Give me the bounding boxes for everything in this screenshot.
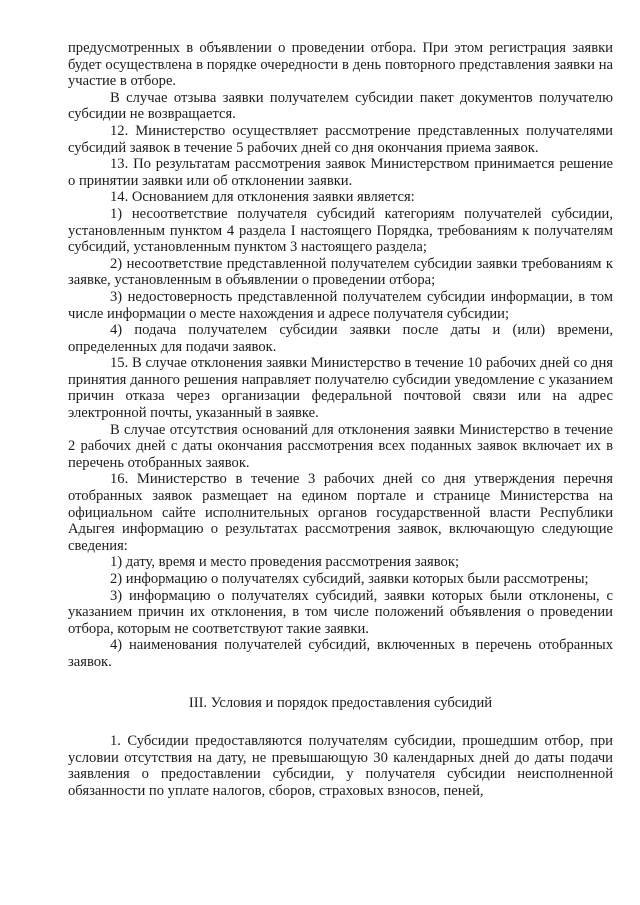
paragraph-item-14-1: 1) несоответствие получателя субсидий категориям получателей субсидии, установленным пунктом 4 раздела I настоящего Порядка, требованиям к получателям субсидий, установленным пунктом 3 настоящего раздела; [68,205,613,256]
paragraph-item-14: 14. Основанием для отклонения заявки является: [110,189,415,206]
paragraph-item-14-4: 4) подача получателем субсидии заявки после даты и (или) времени, определенных для подачи заявок. [68,322,613,355]
paragraph-continuation: предусмотренных в объявлении о проведении отбора. При этом регистрация заявки будет осуществлена в порядке очередности в день повторного представления заявки на участие в отборе. [68,40,613,90]
paragraph-item-16-1: 1) дату, время и место проведения рассмотрения заявок; [110,554,459,571]
section-heading: III. Условия и порядок предоставления субсидий [188,694,493,711]
paragraph-item-16-2: 2) информацию о получателях субсидий, заявки которых были рассмотрены; [110,571,589,587]
paragraph-item-16-4: 4) наименования получателей субсидий, включенных в перечень отобранных заявок. [68,637,613,670]
document-page [68,40,613,800]
paragraph-item-13: 13. По результатам рассмотрения заявок Министерством принимается решение о принятии заявки или об отклонении заявки. [68,156,613,189]
paragraph-item-15: 15. В случае отклонения заявки Министерство в течение 10 рабочих дней со дня принятия данного решения направляет получателю субсидии уведомление с указанием причин отказа через организации федеральной почтовой связи или на адрес электронной почты, указанный в заявке. [68,355,613,422]
paragraph-withdrawal: В случае отзыва заявки получателем субсидии пакет документов получателю субсидии не возвращается. [68,89,613,123]
paragraph-section-3-item-1: 1. Субсидии предоставляются получателям субсидии, прошедшим отбор, при условии отсутствия на дату, не превышающую 30 календарных дней до даты подачи заявления о предоставлении субсидии, у получателя субсидии неисполненной обязанности по уплате налогов, сборов, страховых взносов, пеней, [68,733,613,799]
paragraph-item-16: 16. Министерство в течение 3 рабочих дней со дня утверждения перечня отобранных заявок размещает на едином портале и странице Министерства на официальном сайте исполнительных органов государственной власти Республики Адыгея информацию о результатах рассмотрения заявок, включающую следующие сведения: [68,471,613,554]
paragraph-item-14-2: 2) несоответствие представленной получателем субсидии заявки требованиям к заявке, установленным в объявлении о проведении отбора; [68,255,613,289]
paragraph-item-15-no-grounds: В случае отсутствия оснований для отклонения заявки Министерство в течение 2 рабочих дней с даты окончания рассмотрения всех поданных заявок включает их в перечень отобранных заявок. [68,421,613,471]
paragraph-item-12: 12. Министерство осуществляет рассмотрение представленных получателями субсидий заявок в течение 5 рабочих дней со дня окончания приема заявок. [68,122,613,156]
paragraph-item-14-3: 3) недостоверность представленной получателем субсидии информации, в том числе информации о месте нахождения и адресе получателя субсидии; [68,288,613,322]
paragraph-item-16-3: 3) информацию о получателях субсидий, заявки которых были отклонены, с указанием причин их отклонения, в том числе положений объявления о проведении отбора, которым не соответствуют такие заявки. [68,587,613,637]
